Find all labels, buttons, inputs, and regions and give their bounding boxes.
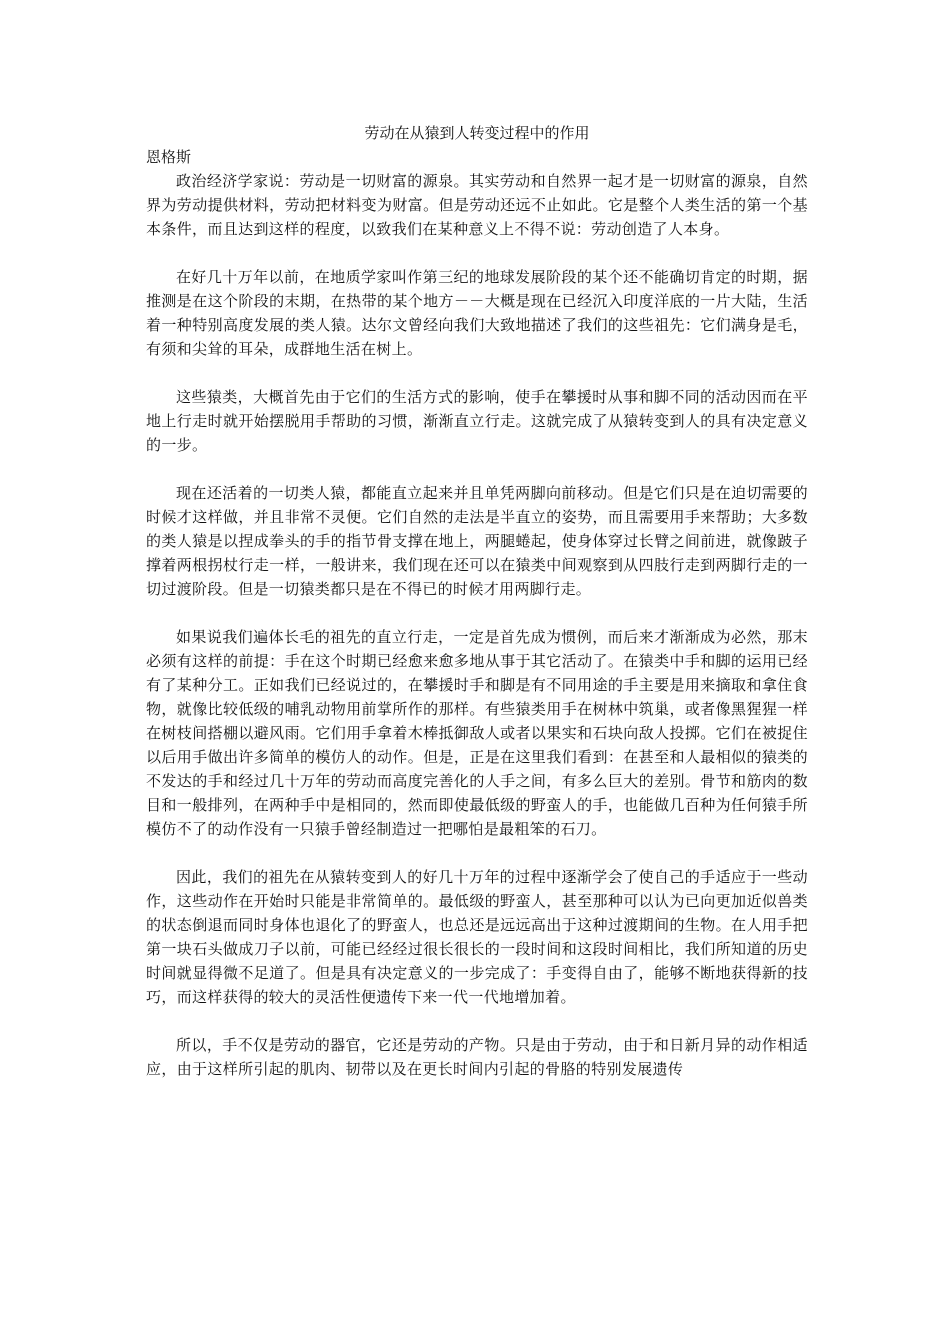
- paragraph-5: 如果说我们遍体长毛的祖先的直立行走，一定是首先成为惯例，而后来才渐渐成为必然，那末必须有这样的前提：手在这个时期已经愈来愈多地从事于其它活动了。在猿类中手和脚的运用已经有了某种分工。正如我们已经说过的，在攀援时手和脚是有不同用途的手主要是用来摘取和拿住食物，就像比较低级的哺乳动物用前掌所作的那样。有些猿类用手在树林中筑巢，或者像黑猩猩一样在树枝间搭棚以避风雨。它们用手拿着木棒抵御敌人或者以果实和石块向敌人投掷。它们在被捉住以后用手做出许多简单的模仿人的动作。但是，正是在这里我们看到：在甚至和人最相似的猿类的不发达的手和经过几十万年的劳动而高度完善化的人手之间，有多么巨大的差别。骨节和筋肉的数目和一般排列，在两种手中是相同的，然而即使最低级的野蛮人的手，也能做几百种为任何猿手所模仿不了的动作没有一只猿手曾经制造过一把哪怕是最粗笨的石刀。: [146, 628, 808, 838]
- paragraph-4: 现在还活着的一切类人猿，都能直立起来并且单凭两脚向前移动。但是它们只是在迫切需要的时候才这样做，并且非常不灵便。它们自然的走法是半直立的姿势，而且需要用手来帮助；大多数的类人猿是以捏成拳头的手的指节骨支撑在地上，两腿蜷起，使身体穿过长臂之间前进，就像跛子撑着两根拐杖行走一样，一般讲来，我们现在还可以在猿类中间观察到从四肢行走到两脚行走的一切过渡阶段。但是一切猿类都只是在不得已的时候才用两脚行走。: [146, 484, 808, 598]
- document-author: 恩格斯: [146, 148, 192, 166]
- paragraph-1: 政治经济学家说：劳动是一切财富的源泉。其实劳动和自然界一起才是一切财富的源泉，自然界为劳动提供材料，劳动把材料变为财富。但是劳动还远不止如此。它是整个人类生活的第一个基本条件，而且达到这样的程度，以致我们在某种意义上不得不说：劳动创造了人本身。: [146, 172, 808, 238]
- paragraph-2: 在好几十万年以前，在地质学家叫作第三纪的地球发展阶段的某个还不能确切肯定的时期，据推测是在这个阶段的末期，在热带的某个地方－－大概是现在已经沉入印度洋底的一片大陆，生活着一种特别高度发展的类人猿。达尔文曾经向我们大致地描述了我们的这些祖先：它们满身是毛，有须和尖耸的耳朵，成群地生活在树上。: [146, 268, 808, 358]
- document-title: 劳动在从猿到人转变过程中的作用: [364, 124, 590, 142]
- paragraph-3: 这些猿类，大概首先由于它们的生活方式的影响，使手在攀援时从事和脚不同的活动因而在平地上行走时就开始摆脱用手帮助的习惯，渐渐直立行走。这就完成了从猿转变到人的具有决定意义的一步。: [146, 388, 808, 454]
- document-page: [146, 122, 808, 1105]
- paragraph-7: 所以，手不仅是劳动的器官，它还是劳动的产物。只是由于劳动，由于和日新月异的动作相适应，由于这样所引起的肌肉、韧带以及在更长时间内引起的骨胳的特别发展遗传: [146, 1036, 808, 1078]
- paragraph-6: 因此，我们的祖先在从猿转变到人的好几十万年的过程中逐渐学会了使自己的手适应于一些动作，这些动作在开始时只能是非常简单的。最低级的野蛮人，甚至那种可以认为已向更加近似兽类的状态倒退而同时身体也退化了的野蛮人，也总还是远远高出于这种过渡期间的生物。在人用手把第一块石头做成刀子以前，可能已经经过很长很长的一段时间和这段时间相比，我们所知道的历史时间就显得微不足道了。但是具有决定意义的一步完成了：手变得自由了，能够不断地获得新的技巧，而这样获得的较大的灵活性便遗传下来一代一代地增加着。: [146, 868, 808, 1006]
